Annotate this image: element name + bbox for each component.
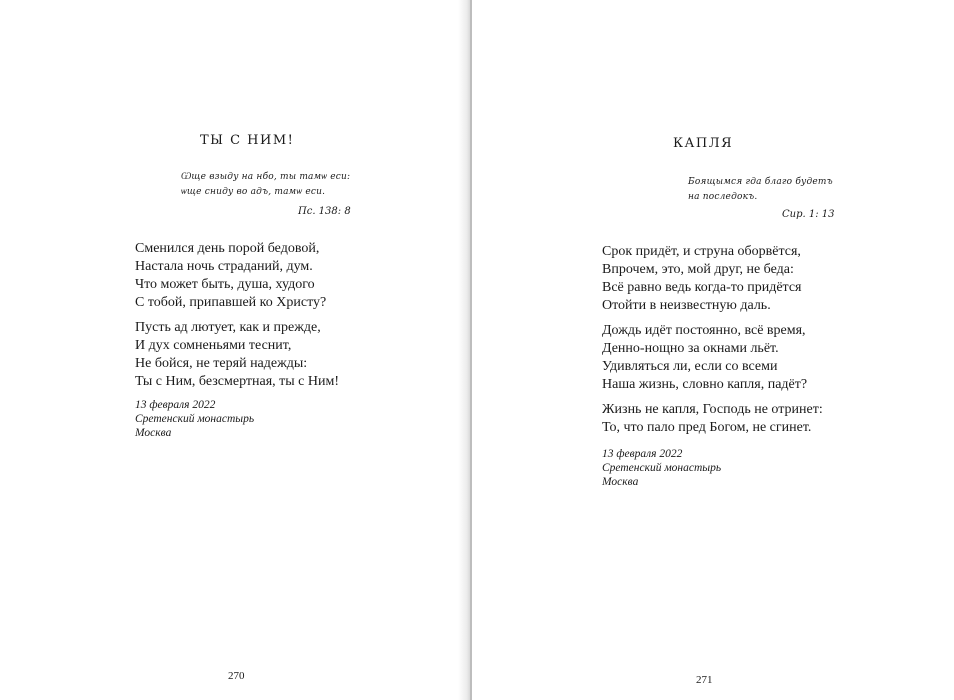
epigraph — [181, 170, 350, 200]
signature-city: Москва — [135, 427, 172, 439]
poem-title: КАПЛЯ — [673, 136, 734, 151]
verse-line: Что может быть, душа, худого — [135, 277, 315, 292]
stanza — [135, 240, 326, 312]
verse-line: Всё равно ведь когда-то придётся — [602, 280, 802, 295]
epigraph-reference: Пс. 138: 8 — [298, 206, 351, 217]
signature-place: Сретенский монастырь — [135, 413, 255, 425]
left-page — [0, 0, 470, 700]
poem-title: ТЫ С НИМ! — [200, 133, 295, 148]
stanza — [135, 319, 339, 391]
verse-line: С тобой, припавшей ко Христу? — [135, 295, 327, 310]
verse-line: Срок придёт, и струна оборвётся, — [602, 244, 801, 259]
verse-line: Денно-нощно за окнами льёт. — [602, 341, 779, 356]
signature-city: Москва — [602, 476, 639, 488]
verse-line: Дождь идёт постоянно, всё время, — [602, 323, 806, 338]
verse-line: Наша жизнь, словно капля, падёт? — [602, 377, 808, 392]
stanza — [602, 322, 807, 394]
signature-date: 13 февраля 2022 — [135, 399, 216, 411]
stanza — [602, 243, 801, 315]
signature-place: Сретенский монастырь — [602, 462, 722, 474]
verse-line: Не бойся, не теряй надежды: — [135, 356, 308, 371]
right-page — [472, 0, 954, 700]
epigraph-line: Боящымся гда благо будетъ — [688, 177, 833, 187]
signature-date: 13 февраля 2022 — [602, 448, 683, 460]
verse-line: Пусть ад лютует, как и прежде, — [135, 320, 321, 335]
epigraph-line: Ѡще взыду на нбо, ты тамѡ еси: — [181, 172, 351, 182]
verse-line: Ты с Ним, безсмертная, ты с Ним! — [135, 374, 340, 389]
verse-line: Сменился день порой бедовой, — [135, 241, 320, 256]
epigraph-line: ѡще сниду во адъ, тамѡ еси. — [181, 187, 326, 197]
verse-line: То, что пало пред Богом, не сгинет. — [602, 420, 812, 435]
verse-line: Удивляться ли, если со всеми — [602, 359, 778, 374]
verse-line: Настала ночь страданий, дум. — [135, 259, 313, 274]
page-number: 270 — [228, 670, 245, 682]
verse-line: Отойти в неизвестную даль. — [602, 298, 771, 313]
poem-signature — [602, 447, 721, 489]
verse-line: И дух сомненьями теснит, — [135, 338, 292, 353]
stanza — [602, 401, 823, 437]
poem-signature — [135, 398, 254, 440]
epigraph-line: на последокъ. — [688, 192, 758, 202]
verse-line: Впрочем, это, мой друг, не беда: — [602, 262, 794, 277]
verse-line: Жизнь не капля, Господь не отринет: — [602, 402, 823, 417]
epigraph — [688, 175, 833, 205]
epigraph-reference: Сир. 1: 13 — [782, 209, 835, 220]
page-number: 271 — [696, 674, 713, 686]
